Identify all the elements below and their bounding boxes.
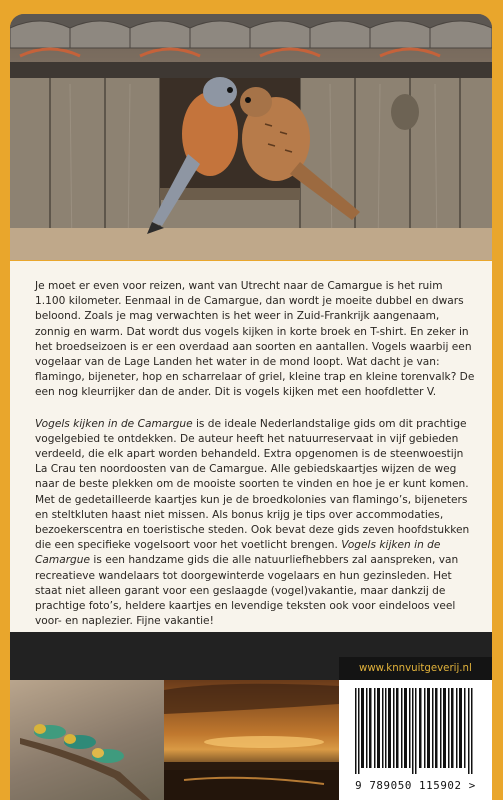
isbn-number	[339, 779, 492, 792]
isbn-barcode	[339, 680, 492, 800]
publisher-url: www.knnvuitgeverij.nl	[339, 657, 492, 680]
blurb-paragraph-2	[10, 401, 492, 630]
blurb-paragraph-1: Je moet er even voor reizen, want van Utrecht naar de Camargue is het ruim 1.100 kilometer. Eenmaal in de Camargue, dan wordt je moeite dubbel en dwars beloond. Zoals je mag verwachten is het weer in Zuid-Frankrijk aangenaam, zonnig en warm. Dat wordt dus vogels kijken in korte broek en T-shirt. En zeker in het broedseizoen is er een overdaad aan soorten en aantallen. Vogels waarbij een vogelaar van de Lage Landen het water in de mond loopt. Wat dacht je van: flamingo, bijeneter, hop en scharrelaar of griel, kleine trap en kleine torenvalk? De een nog kleurrijker dan de ander. Dit is vogels kijken met een hoofdletter V.	[35, 280, 475, 399]
bee-eaters-illustration	[10, 680, 164, 800]
kestrels-illustration	[10, 14, 492, 260]
sunset-lagoon-photo	[164, 680, 339, 800]
isbn-addon: >	[468, 779, 476, 792]
bee-eaters-photo	[10, 680, 164, 800]
sunset-lagoon-illustration	[164, 680, 339, 800]
blurb-paragraph-2-text-a: is de ideale Nederlandstalige gids om dit prachtige vogelgebied te ontdekken. De auteur heeft het natuurreservaat in vijf gebieden verdeeld, die elk apart worden behandeld. Extra opgenomen is de steenwoestijn La Crau ten noordoosten van de Camargue. Alle gebiedskaartjes wijzen de weg naar de beste plekken om de mooiste soorten te vinden en hoe je er kunt komen. Met de gedetailleerde kaartjes kun je de broedkolonies van flamingo’s, bijeneters en steltkluten haast niet missen. Als bonus krijg je tips over accommodaties, bezoekerscentra en toeristische steden. Ook bevat deze gids zeven hoofdstukken die een specifieke vogelsoort voor het voetlicht brengen.	[35, 417, 470, 552]
blurb-paragraph-2-text-b: is een handzame gids die alle natuurliefhebbers zal aanspreken, van recreatieve wandelaars tot doorgewinterde vogelaars en hun gezinsleden. Het staat niet alleen garant voor een geslaagde (vogel)vakantie, maar dankzij de prachtige foto’s, heldere kaartjes en levendige teksten ook voor eindeloos veel voor- en naplezier. Fijne vakantie!	[35, 554, 459, 628]
isbn-digits: 9 789050 115902	[355, 779, 462, 792]
barcode-bars	[355, 688, 476, 774]
book-title-italic-2: Vogels kijken in de Camargue	[35, 539, 441, 567]
blurb-panel	[10, 261, 492, 632]
cover-photo-kestrels	[10, 14, 492, 260]
book-title-italic: Vogels kijken in de Camargue	[35, 417, 193, 430]
